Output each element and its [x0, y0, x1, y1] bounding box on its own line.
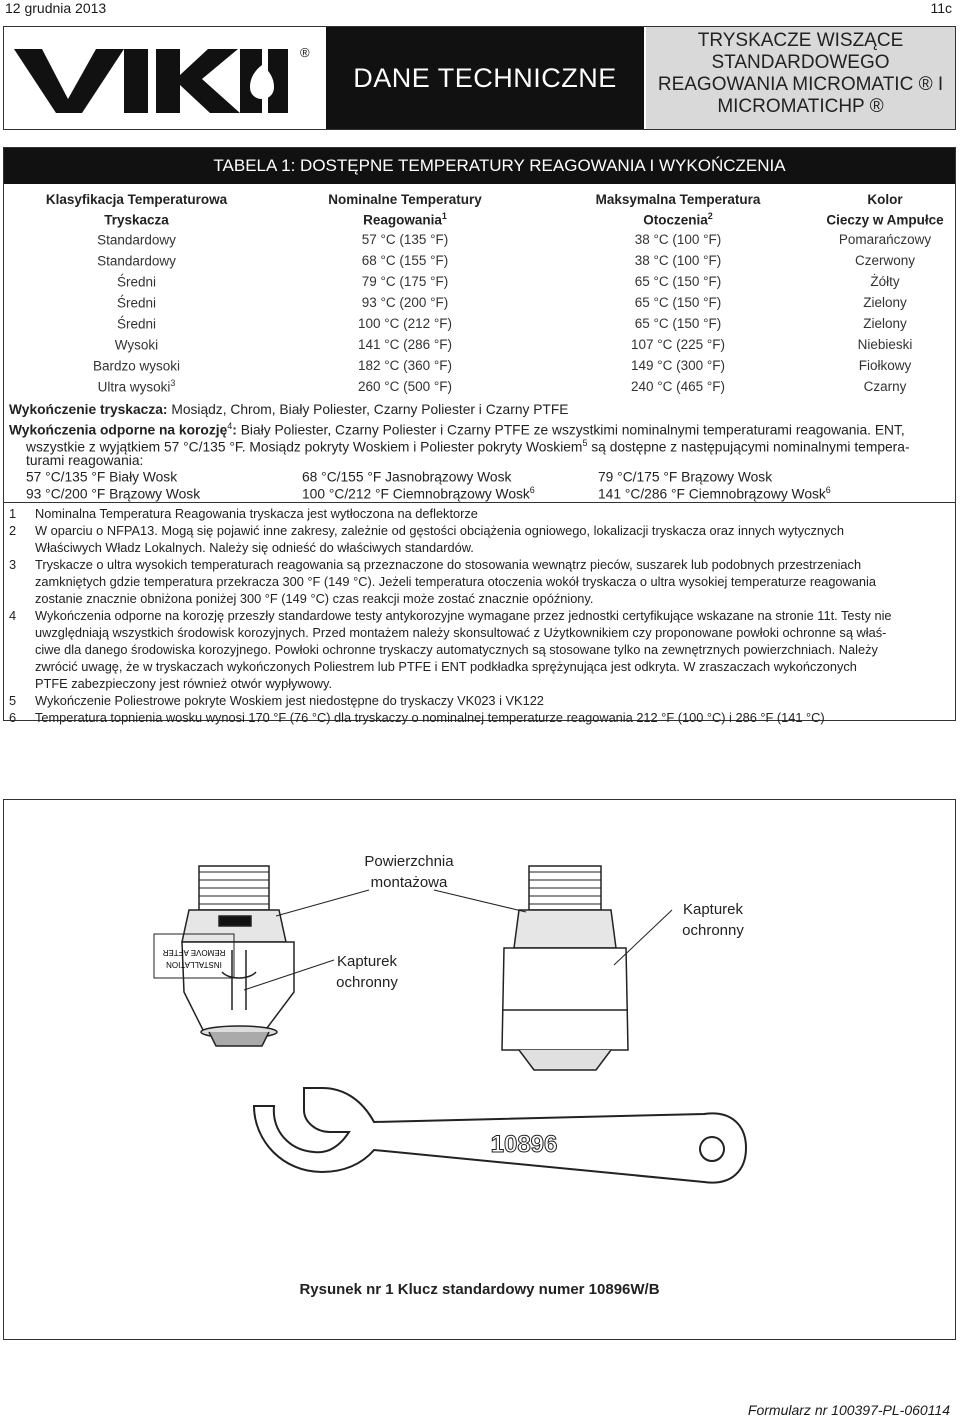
cell-text: 38 °C (100 °F) — [634, 231, 722, 247]
table-cell — [269, 376, 541, 397]
figure-box — [3, 799, 956, 1340]
subtitle-line: STANDARDOWEGO — [711, 52, 890, 73]
footnote-number: 4 — [9, 608, 17, 623]
footnote-line: Właściwych Władz Lokalnych. Należy się odnieść do właściwych standardów. — [35, 540, 474, 555]
cell-text: 182 °C (360 °F) — [357, 357, 453, 373]
footnote-ref: 6 — [529, 485, 535, 495]
table-cell — [541, 334, 815, 355]
corrosion-finish-cont — [26, 435, 910, 456]
divider — [4, 502, 955, 503]
cell-text: 65 °C (150 °F) — [634, 273, 722, 289]
cell-text: Żółty — [870, 273, 900, 289]
logo-letter-k — [156, 49, 240, 113]
footnote-ref: 4 — [227, 421, 233, 431]
header-text: Cieczy w Ampułce — [826, 212, 944, 228]
header-line: Nominalne Temperatury — [328, 192, 482, 207]
column-header — [541, 191, 815, 229]
logo-letter-v — [14, 49, 124, 113]
cell-text: 100 °C (212 °F) — [357, 315, 453, 331]
footnote-line: PTFE zabezpieczony jest również otwór wypływowy. — [35, 676, 333, 691]
table-cell — [269, 355, 541, 376]
table-title: TABELA 1: DOSTĘPNE TEMPERATURY REAGOWANIA I WYKOŃCZENIA — [4, 148, 955, 184]
cell-text: 93 °C (200 °F) — [361, 294, 449, 310]
cell-text: Średni — [116, 274, 157, 290]
wrench-icon — [254, 1088, 746, 1183]
header-line — [815, 208, 955, 229]
cell-text: 38 °C (100 °F) — [634, 252, 722, 268]
cap-tag-line1: REMOVE AFTER — [162, 948, 226, 957]
cell-text: 79 °C (175 °F) — [361, 273, 449, 289]
table-section — [3, 147, 956, 725]
table-row — [4, 271, 955, 292]
cell-text: 65 °C (150 °F) — [634, 315, 722, 331]
wax-option — [26, 485, 200, 502]
cell-text: 107 °C (225 °F) — [630, 336, 726, 352]
table-cell — [815, 355, 955, 376]
wax-option-text: 141 °C/286 °F Ciemnobrązowy Wosk — [598, 486, 826, 502]
corrosion-finish: Wykończenia odporne na korozję$^4$: Biały Poliester, Czarny Poliester i Czarny PTFE ze wszystkimi nominalnymi temperaturami reagowania. ENT, — [9, 421, 905, 438]
cell-text: Czarny — [863, 378, 907, 394]
cell-text: Zielony — [863, 315, 907, 331]
cell-text: Wysoki — [114, 337, 159, 353]
table-cell — [269, 292, 541, 313]
label-line: Powierzchnia — [364, 853, 454, 870]
table-cell — [541, 292, 815, 313]
table-cell — [815, 292, 955, 313]
table-row — [4, 313, 955, 334]
footnote-ref: 5 — [582, 438, 588, 448]
cell-text: Standardowy — [97, 232, 176, 248]
cell-text: Średni — [116, 316, 157, 332]
cap-tag-line2: INSTALLATION — [166, 960, 222, 969]
page-number: 11c — [930, 0, 952, 16]
table-cell — [269, 334, 541, 355]
table-row — [4, 376, 955, 397]
column-header — [4, 191, 269, 229]
header-text: Reagowania — [363, 212, 442, 228]
corrosion-finish-text-c: są dostępne z następującymi nominalnymi tempera- — [587, 439, 910, 455]
label-line: ochronny — [336, 974, 398, 991]
logo-letter-i — [124, 49, 148, 113]
section-label: DANE TECHNICZNE — [326, 27, 644, 129]
corrosion-finish-end: turami reagowania: — [26, 453, 144, 468]
footnote-ref: 1 — [441, 211, 447, 221]
footnote-line: W oparciu o NFPA13. Mogą się pojawić inne zakresy, zależnie od gęstości obciążenia ogniowego, lokalizacji tryskacza oraz innych wytycznych — [35, 523, 844, 538]
table-cell — [541, 313, 815, 334]
cell-text: Czerwony — [854, 252, 916, 268]
cell-text: Pomarańczowy — [838, 231, 932, 247]
label-mounting-surface — [354, 851, 464, 893]
figure-caption: Rysunek nr 1 Klucz standardowy numer 10896W/B — [299, 1281, 660, 1298]
column-header — [269, 191, 541, 229]
figure-drawing — [4, 800, 955, 1270]
corrosion-finish-label: Wykończenia odporne na korozję — [9, 422, 228, 438]
footnote-line: ciwe dla danego środowiska korozyjnego. Powłoki ochronne tryskaczy automatycznych są stosowane tylko na zewnętrznych powierzchniach. Należy — [35, 642, 878, 657]
table-cell — [541, 229, 815, 250]
label-line: ochronny — [682, 922, 744, 939]
cell-text: 141 °C (286 °F) — [357, 336, 453, 352]
logo-text: VIKING — [12, 41, 16, 42]
cell-text: 68 °C (155 °F) — [361, 252, 449, 268]
subtitle-line: MICROMATICHP ® — [717, 96, 884, 117]
cell-text: Zielony — [863, 294, 907, 310]
table-cell — [4, 250, 269, 271]
table-row — [4, 355, 955, 376]
table-row — [4, 292, 955, 313]
wax-option-text: 93 °C/200 °F Brązowy Wosk — [26, 486, 201, 502]
label-line: montażowa — [370, 874, 448, 891]
cell-text: Ultra wysoki — [97, 379, 171, 395]
header-line: Klasyfikacja Temperaturowa — [45, 192, 228, 207]
wax-options-grid — [26, 468, 946, 502]
footnote-ref: 3 — [170, 377, 176, 388]
column-header — [815, 191, 955, 229]
table-cell — [269, 229, 541, 250]
table-cell — [815, 334, 955, 355]
label-cap-left — [322, 951, 412, 993]
table-row — [4, 229, 955, 250]
table-cell — [815, 271, 955, 292]
cell-text: Bardzo wysoki — [92, 358, 181, 374]
temperature-table — [4, 191, 955, 397]
footnote-number: 6 — [9, 710, 17, 725]
table-cell — [541, 271, 815, 292]
header-line: Maksymalna Temperatura — [595, 192, 761, 207]
label-cap-right — [668, 899, 758, 941]
document-date: 12 grudnia 2013 — [5, 0, 107, 16]
footnote-line: uwzględniają wszystkich środowisk korozyjnych. Przed montażem należy skonsultować z Użytkownikiem czy proponowane powłoki ochronne są właś- — [35, 625, 887, 640]
document-subtitle — [646, 27, 955, 129]
standard-finish-text: Mosiądz, Chrom, Biały Poliester, Czarny Poliester i Czarny PTFE — [171, 402, 569, 417]
viking-logo — [12, 41, 317, 117]
cell-text: Fiołkowy — [858, 357, 912, 373]
corrosion-finish-text: Biały Poliester, Czarny Poliester i Czarny PTFE ze wszystkimi nominalnymi temperaturami reagowania. ENT, — [240, 422, 905, 438]
footnote-line: Wykończenie Poliestrowe pokryte Woskiem jest niedostępne do tryskaczy VK023 i VK122 — [35, 693, 544, 708]
wrench-number: 10896 — [490, 1131, 558, 1158]
footnote-number: 3 — [9, 557, 17, 572]
wax-option — [302, 468, 511, 485]
table-cell — [4, 229, 269, 250]
wax-option-text: 68 °C/155 °F Jasnobrązowy Wosk — [302, 469, 512, 485]
footnote-number: 1 — [9, 506, 17, 521]
wax-option — [26, 468, 177, 485]
wax-option-text: 57 °C/135 °F Biały Wosk — [26, 469, 178, 485]
wax-option — [598, 485, 831, 502]
footnote-ref: 2 — [707, 211, 713, 221]
cell-text: Średni — [116, 295, 157, 311]
cell-text: 149 °C (300 °F) — [630, 357, 726, 373]
cell-text: 240 °C (465 °F) — [630, 378, 726, 394]
label-line: Kapturek — [682, 901, 744, 918]
table-cell — [541, 355, 815, 376]
footnote-line: zamkniętych gdzie temperatura przekracza 300 °F (149 °C). Jeżeli temperatura otoczenia wokół tryskacza o ultra wysokiej temperaturze reagowania — [35, 574, 876, 589]
header-text: Tryskacza — [104, 212, 169, 228]
header-line — [541, 208, 815, 229]
header-banner — [3, 26, 956, 130]
table-cell — [815, 376, 955, 397]
wax-option-text: 79 °C/175 °F Brązowy Wosk — [598, 469, 773, 485]
table-cell — [541, 250, 815, 271]
cell-text: 57 °C (135 °F) — [361, 231, 449, 247]
footnote-line: Temperatura topnienia wosku wynosi 170 °F (76 °C) dla tryskaczy o nominalnej temperaturze reagowania 212 °F (100 °C) i 286 °F (141 °C) — [35, 710, 825, 725]
footnote-number: 2 — [9, 523, 17, 538]
header-line — [269, 208, 541, 229]
table-cell — [815, 250, 955, 271]
header-line — [4, 208, 269, 229]
table-cell — [815, 229, 955, 250]
cell-text: Standardowy — [97, 253, 176, 269]
table-cell — [4, 355, 269, 376]
footnote-line: Wykończenia odporne na korozję przeszły standardowe testy antykorozyjne wymagane przez jednostki certyfikujące wskazane na stronie 11t. Testy nie — [35, 608, 892, 623]
logo-registered: ® — [300, 45, 310, 60]
header-line: Kolor — [867, 192, 903, 207]
header-text: Otoczenia — [643, 212, 708, 228]
standard-finish — [9, 401, 569, 418]
footnote-line: Tryskacze o ultra wysokich temperaturach reagowania są przeznaczone do stosowania wewnątrz pieców, suszarek lub podobnych przestrzeniach — [35, 557, 862, 572]
wax-option-text: 100 °C/212 °F Ciemnobrązowy Wosk — [302, 486, 530, 502]
footnote-line: Nominalna Temperatura Reagowania tryskacza jest wytłoczona na deflektorze — [35, 506, 478, 521]
table-cell — [269, 250, 541, 271]
sprinkler-right — [502, 866, 628, 1070]
cell-text: 65 °C (150 °F) — [634, 294, 722, 310]
standard-finish-label: Wykończenie tryskacza: — [9, 402, 168, 417]
table-cell — [269, 271, 541, 292]
table-cell — [269, 313, 541, 334]
table-row — [4, 334, 955, 355]
footnote-ref: 6 — [825, 485, 831, 495]
table-cell — [4, 334, 269, 355]
table-cell — [541, 376, 815, 397]
footnote-number: 5 — [9, 693, 17, 708]
table-cell — [4, 313, 269, 334]
table-row — [4, 250, 955, 271]
wax-option — [302, 485, 535, 502]
table-cell — [4, 271, 269, 292]
table-cell — [4, 292, 269, 313]
subtitle-line: REAGOWANIA MICROMATIC ® I — [657, 74, 944, 95]
cell-text: 260 °C (500 °F) — [357, 378, 453, 394]
cell-text: Niebieski — [857, 336, 913, 352]
footnote-line: zostanie znacznie obniżona poniżej 300 °F (149 °C) czas reakcji może zostać znacznie opóźniony. — [35, 591, 594, 606]
wax-option — [598, 468, 772, 485]
form-number: Formularz nr 100397-PL-060114 — [747, 1402, 950, 1418]
subtitle-line: TRYSKACZE WISZĄCE — [697, 30, 904, 51]
table-cell — [815, 313, 955, 334]
table-cell — [4, 376, 269, 397]
label-line: Kapturek — [336, 953, 398, 970]
corrosion-finish-text-b: wszystkie z wyjątkiem 57 °C/135 °F. Mosiądz pokryty Woskiem i Poliester pokryty Woskiem — [26, 439, 583, 455]
footnote-line: zwrócić uwagę, że w tryskaczach wykończonych Poliestrem lub PTFE i ENT podkładka sprężynująca jest odkryta. W zraszaczach wykończonych — [35, 659, 857, 674]
